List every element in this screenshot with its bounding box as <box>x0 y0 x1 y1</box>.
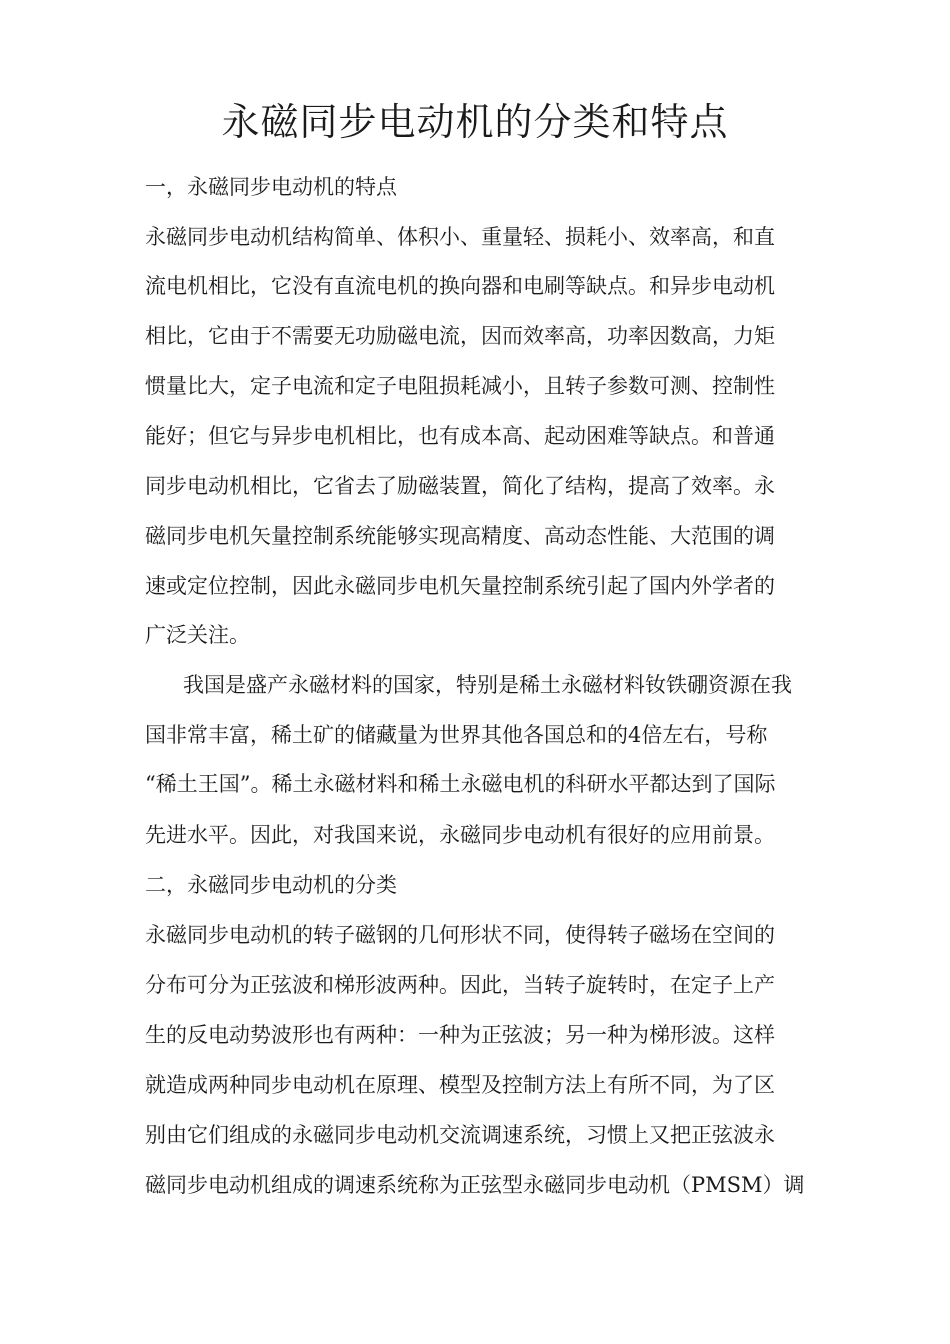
section-heading-2: 二，永磁同步电动机的分类 <box>145 873 397 897</box>
text-line: 永磁同步电动机的转子磁钢的几何形状不同，使得转子磁场在空间的 <box>145 923 775 947</box>
text-line: 就造成两种同步电动机在原理、模型及控制方法上有所不同，为了区 <box>145 1073 775 1097</box>
text-line: 生的反电动势波形也有两种：一种为正弦波；另一种为梯形波。这样 <box>145 1023 775 1047</box>
text-line: 磁同步电动机组成的调速系统称为正弦型永磁同步电动机（PMSM）调 <box>145 1173 805 1197</box>
text-line: 分布可分为正弦波和梯形波两种。因此，当转子旋转时，在定子上产 <box>145 973 775 997</box>
text-line: 先进水平。因此，对我国来说，永磁同步电动机有很好的应用前景。 <box>145 823 775 847</box>
text-line: 相比，它由于不需要无功励磁电流，因而效率高，功率因数高，力矩 <box>145 324 775 348</box>
text-line: 我国是盛产永磁材料的国家，特别是稀土永磁材料钕铁硼资源在我 <box>183 673 792 697</box>
text-line: 惯量比大，定子电流和定子电阻损耗减小，且转子参数可测、控制性 <box>145 374 775 398</box>
text-line: 同步电动机相比，它省去了励磁装置，简化了结构，提高了效率。永 <box>145 474 775 498</box>
text-line: 广泛关注。 <box>145 623 250 647</box>
document-title: 永磁同步电动机的分类和特点 <box>221 100 729 144</box>
text-line: “稀土王国”。稀土永磁材料和稀土永磁电机的科研水平都达到了国际 <box>145 772 776 796</box>
section-heading-1: 一，永磁同步电动机的特点 <box>145 175 397 199</box>
text-line: 流电机相比，它没有直流电机的换向器和电刷等缺点。和异步电动机 <box>145 274 775 298</box>
text-line: 国非常丰富，稀土矿的储藏量为世界其他各国总和的4倍左右，号称 <box>145 723 768 747</box>
text-line: 速或定位控制，因此永磁同步电机矢量控制系统引起了国内外学者的 <box>145 574 775 598</box>
text-line: 别由它们组成的永磁同步电动机交流调速系统，习惯上又把正弦波永 <box>145 1123 775 1147</box>
text-line: 永磁同步电动机结构简单、体积小、重量轻、损耗小、效率高，和直 <box>145 225 775 249</box>
text-line: 能好；但它与异步电机相比，也有成本高、起动困难等缺点。和普通 <box>145 424 775 448</box>
text-line: 磁同步电机矢量控制系统能够实现高精度、高动态性能、大范围的调 <box>145 524 775 548</box>
